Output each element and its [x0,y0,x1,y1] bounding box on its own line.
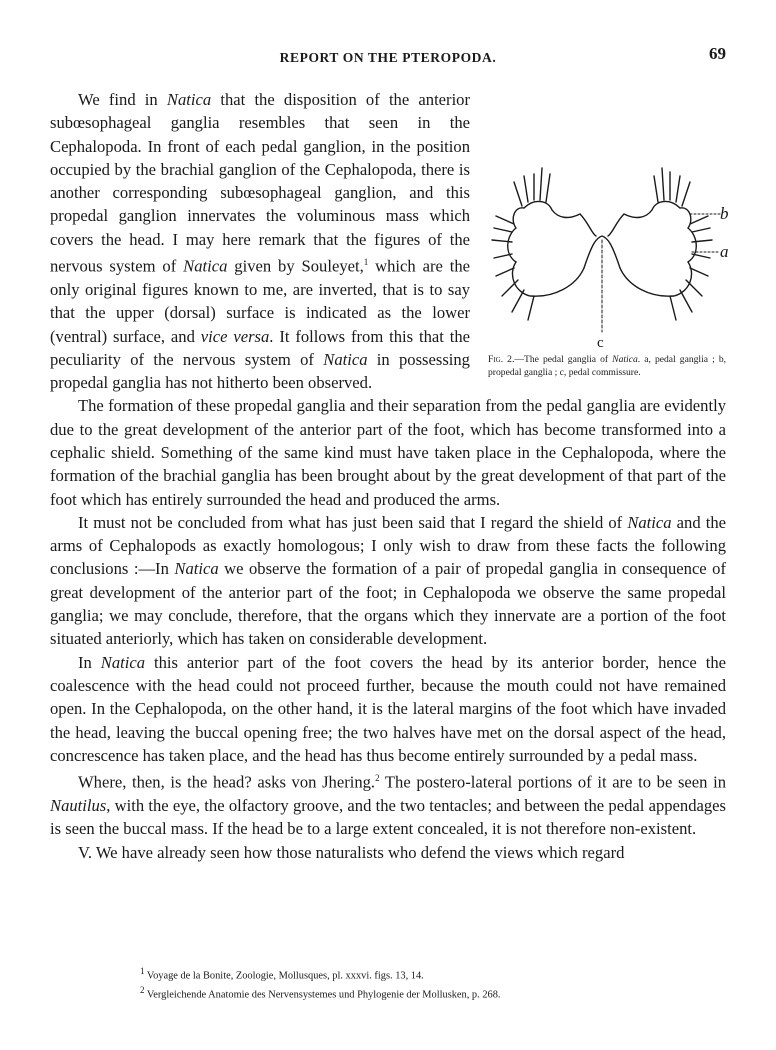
figure-caption: Fig. 2.—The pedal ganglia of Natica. a, pedal ganglia ; b, propedal ganglia ; c, pedal commissure. [488,354,727,378]
figure-caption-text: The pedal ganglia of [523,354,613,365]
footnote-ref-2: 2 [375,773,380,784]
footnote-ref-1: 1 [363,257,369,268]
paragraph-5: Where, then, is the head? asks von Jhering.$^2$ The postero-lateral portions of it are to be seen in Nautilus, with the eye, the olfactory groove, and the two tentacles; and between the pedal appendages is seen the buccal mass. If the head be to a large extent concealed, it is not therefore non-existent. [50,772,726,839]
running-title: REPORT ON THE PTEROPODA. [279,50,497,65]
paragraph-3: It must not be concluded from what has just been said that I regard the shield of Natica and the arms of Cephalopods as exactly homologous; I only wish to draw from these facts the following conclusions :—In Natica we observe the formation of a pair of propedal ganglia in consequence of great development of the anterior part of the foot; in Cephalopoda we observe the same propedal ganglia; we may conclude, therefore, that the organs which they innervate are a portion of the foot situated anteriorly, which has taken on considerable development. [50,512,726,649]
figure-label-a: a [720,242,729,261]
figure-pedal-ganglia [484,136,729,386]
page-header [50,44,726,66]
figure-label-b: b [720,204,729,223]
footnote-1: $^1$ Voyage de la Bonite, Zoologie, Mollusques, pl. xxxvi. figs. 13, 14. [140,966,424,982]
paragraph-2: The formation of these propedal ganglia and their separation from the pedal ganglia are evidently due to the great development of the anterior part of the foot, which has become transformed into a cephalic shield. Something of the same kind must have taken place in the Cephalopoda, where the formation of the brachial ganglia has been brought about by the great development of that part of the foot which has entirely surrounded the head and produced the arms. [50,396,726,509]
left-ganglion-top [524,201,596,236]
pedal-ganglia-illustration [484,136,726,354]
figure-caption-label: Fig. 2. [488,354,515,365]
right-ganglion-top [608,201,680,236]
body-text [50,88,729,864]
paragraph-4: In Natica this anterior part of the foot covers the head by its anterior border, hence the coalescence with the head could not proceed further, because the mouth could not have remained open. In the Cephalopoda, on the other hand, it is the lateral margins of the foot which have invaded the head, leaving the buccal opening free; the two halves have met on the dorsal aspect of the head, concrescence has taken place, and the head has thus become entirely surrounded by a pedal mass. [50,652,726,765]
footnote-2: $^2$ Vergleichende Anatomie des Nervensystemes und Phylogenie der Mollusken, p. 268. [140,985,501,1001]
paragraph-1: We find in Natica that the disposition of the anterior subœsophageal ganglia resembles that seen in the Cephalopoda. In front of each pedal ganglion, in the position occupied by the brachial ganglion of the Cephalopoda, there is another corresponding subœsophageal ganglion, and this propedal ganglion innervates the voluminous mass which covers the head. I may here remark that the figures of the nervous system of Natica given by Souleyet,$^1$ which are the only original figures known to me, are inverted, that is to say that the upper (dorsal) surface is indicated as the lower (ventral) surface, and vice versa. It follows from this that the peculiarity of the nervous system of Natica in possessing propedal ganglia has not hitherto been observed. [50,90,471,393]
footnotes [140,964,700,1003]
right-ganglion-outline [620,208,696,296]
left-ganglion-outline [508,208,584,296]
page-number: 69 [709,44,726,63]
figure-label-c: c [597,335,604,351]
paragraph-6: V. We have already seen how those naturalists who defend the views which regard [78,842,625,862]
